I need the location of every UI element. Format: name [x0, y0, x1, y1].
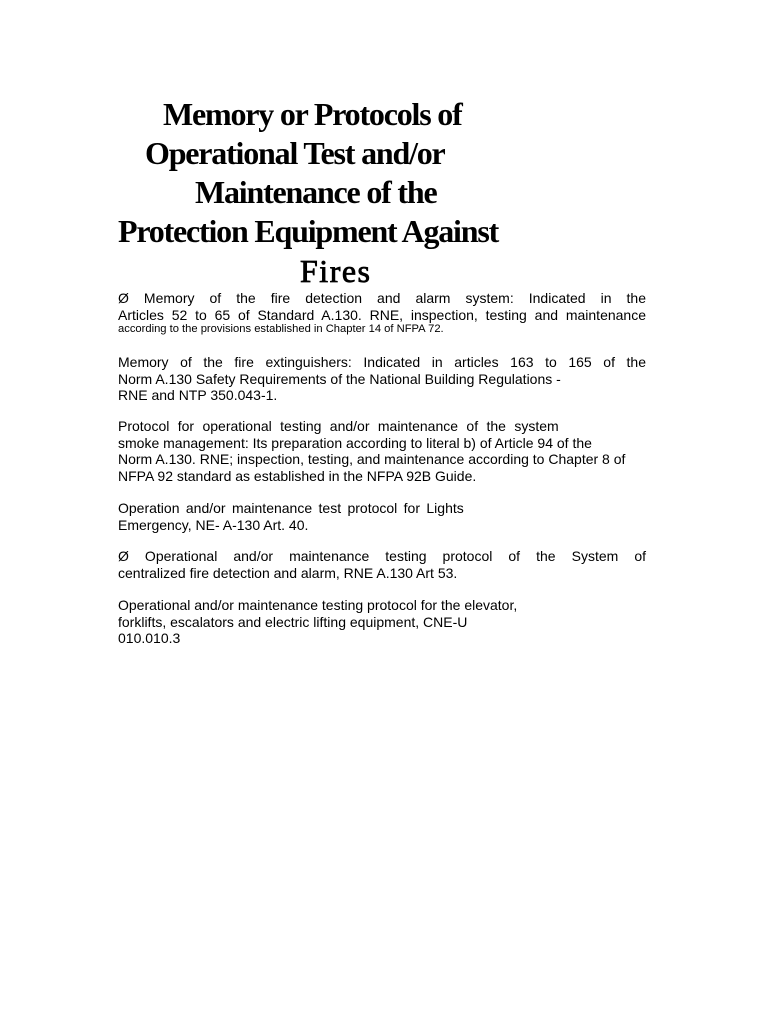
paragraph-line: NFPA 92 standard as established in the NFPA 92B Guide.: [118, 467, 477, 484]
paragraph-line: 010.010.3: [118, 630, 181, 646]
paragraph-emergency-lights-protocol: [118, 500, 646, 533]
paragraph-smoke-management-protocol: [118, 418, 646, 484]
paragraph-fire-detection-memory: [118, 290, 646, 336]
paragraph-line: Emergency, NE- A-130 Art. 40.: [118, 516, 309, 533]
document-title-line-5: Fires: [300, 253, 372, 289]
paragraph-line: smoke management: Its preparation according to literal b) of Article 94 of the: [118, 434, 592, 451]
paragraph-line: Operational and/or maintenance testing protocol for the elevator,: [118, 597, 518, 613]
paragraph-line: RNE and NTP 350.043-1.: [118, 387, 278, 403]
paragraph-line: forklifts, escalators and electric lifting equipment, CNE-U: [118, 613, 468, 630]
document-title-line-4: Protection Equipment Against: [118, 213, 499, 249]
paragraph-line: Protocol for operational testing and/or maintenance of the system: [118, 418, 559, 434]
paragraph-line: Ø Operational and/or maintenance testing protocol of the System of: [118, 548, 646, 564]
paragraph-line: Norm A.130 Safety Requirements of the National Building Regulations -: [118, 370, 561, 387]
paragraph-elevator-protocol: [118, 597, 646, 647]
paragraph-line: Norm A.130. RNE; inspection, testing, and maintenance according to Chapter 8 of: [118, 451, 626, 467]
paragraph-centralized-alarm-protocol: [118, 548, 646, 581]
paragraph-fire-extinguishers-memory: [118, 354, 646, 404]
paragraph-line: Articles 52 to 65 of Standard A.130. RNE, inspection, testing and maintenance: [118, 306, 646, 323]
paragraph-line: centralized fire detection and alarm, RNE A.130 Art 53.: [118, 564, 458, 581]
paragraph-line: Memory of the fire extinguishers: Indicated in articles 163 to 165 of the: [118, 354, 646, 370]
document-title-line-2: Operational Test and/or: [145, 135, 445, 171]
paragraph-line: according to the provisions established in Chapter 14 of NFPA 72.: [118, 323, 444, 335]
document-title-line-1: Memory or Protocols of: [163, 96, 462, 132]
paragraph-line: Operation and/or maintenance test protocol for Lights: [118, 500, 464, 516]
paragraph-line: Ø Memory of the fire detection and alarm system: Indicated in the: [118, 290, 646, 306]
document-title-line-3: Maintenance of the: [195, 174, 437, 210]
